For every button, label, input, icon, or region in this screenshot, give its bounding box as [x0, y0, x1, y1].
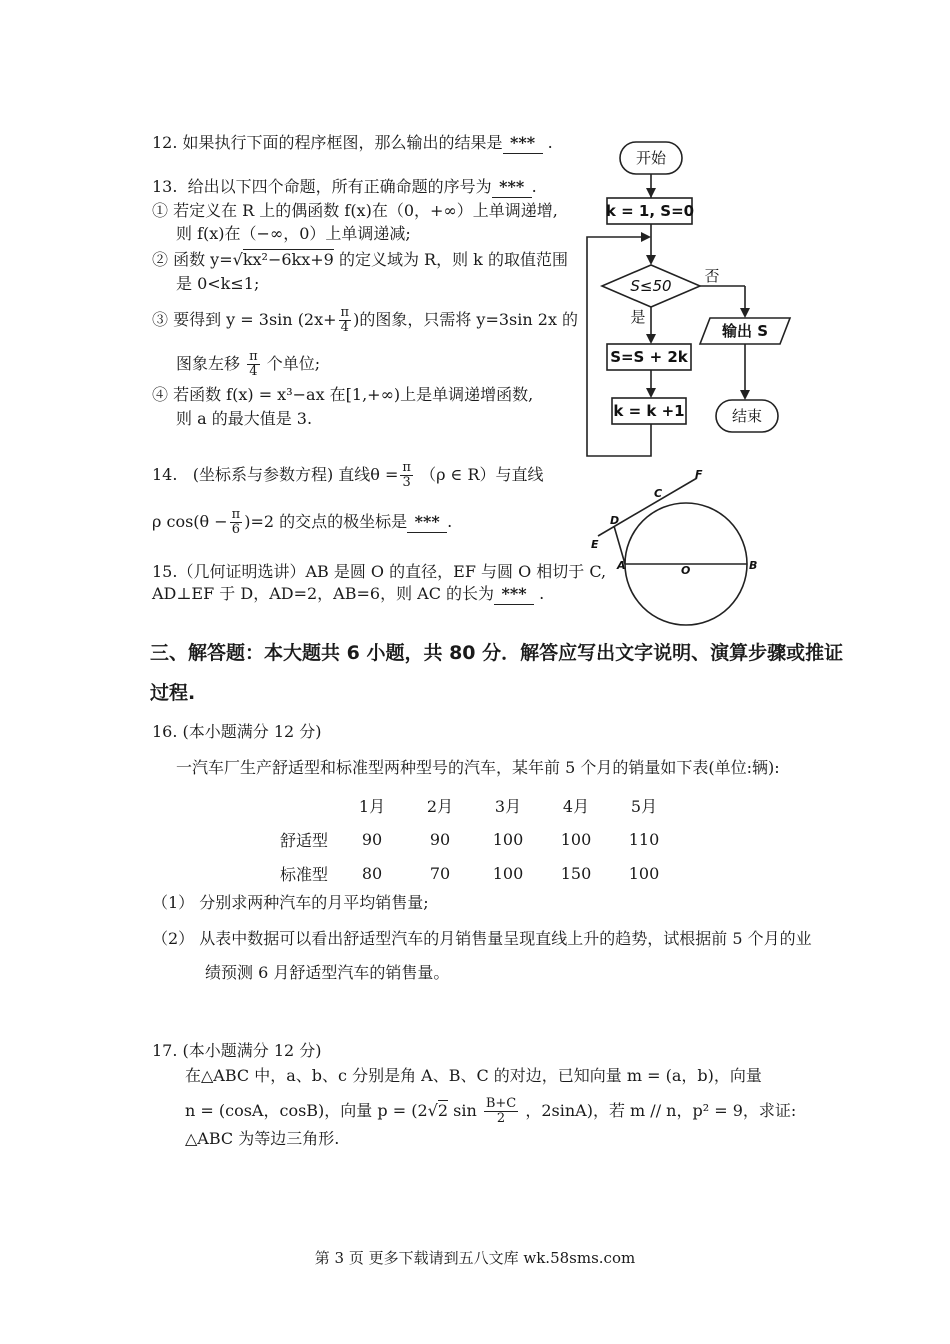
q13-text: 给出以下四个命题，所有正确命题的序号为 [187, 177, 492, 196]
fraction-denominator: 4 [249, 364, 258, 379]
section3-line1: 三、解答题：本大题共 6 小题，共 80 分．解答应写出文字说明、演算步骤或推证 [150, 642, 844, 664]
q15-line1: 15.（几何证明选讲）AB 是圆 O 的直径，EF 与圆 O 相切于 C, [152, 562, 607, 581]
q17-line1: 在△ABC 中，a、b、c 分别是角 A、B、C 的对边，已知向量 m = (a，b)，向量 [185, 1066, 762, 1085]
table-row [270, 822, 678, 856]
fraction-numerator: π [340, 305, 350, 320]
sales-table [270, 788, 678, 890]
q17-line2-c: ，2sinA)，若 m // n，p² = 9，求证: [525, 1101, 797, 1120]
q13-answer: *** [492, 177, 532, 198]
q13-p2-a: ② 函数 y= [152, 250, 233, 269]
fraction-denominator: 4 [340, 320, 349, 335]
table-cell: 90 [361, 829, 383, 849]
q17-line2 [185, 1097, 796, 1126]
table-month-header: 1月 [358, 796, 386, 816]
q12-answer: *** [503, 133, 543, 154]
table-month-header: 3月 [494, 796, 522, 816]
sqrt-sign: √ [232, 250, 243, 269]
table-cell: 150 [560, 863, 592, 883]
label-d: D [610, 514, 620, 527]
q13-p2-b: 的定义域为 R，则 k 的取值范围 [338, 250, 568, 269]
fraction-numerator: π [402, 460, 411, 475]
q14-line2-b: )=2 的交点的极坐标是 [244, 512, 408, 531]
flow-no-label: 否 [704, 267, 720, 285]
sqrt-sign: √ [427, 1101, 438, 1120]
q16-intro: 一汽车厂生产舒适型和标准型两种型号的汽车，某年前 5 个月的销量如下表(单位:辆): [176, 758, 780, 777]
table-cell: 100 [628, 863, 660, 883]
table-month-header: 4月 [562, 796, 590, 816]
flow-start-label: 开始 [635, 149, 667, 167]
section3-line2: 过程. [150, 682, 196, 704]
flow-output-label: 输出 S [721, 322, 769, 340]
q13-p3-line2-a: 图象左移 [176, 354, 241, 373]
label-o: O [681, 564, 691, 577]
q14-line1-b: （ρ ∈ R）与直线 [420, 465, 544, 484]
q15-line2-text: AD⊥EF 于 D，AD=2，AB=6，则 AC 的长为 [152, 584, 495, 603]
table-cell: 100 [492, 829, 524, 849]
q17-line2-a: n = (cosA，cosB)，向量 p = (2 [185, 1101, 428, 1120]
q13-end: . [531, 177, 537, 196]
table-row [270, 856, 678, 890]
fraction-denominator: 6 [231, 522, 241, 537]
table-cell: 80 [361, 863, 383, 883]
table-row-label: 标准型 [279, 864, 328, 884]
flow-end-label: 结束 [731, 407, 763, 425]
flow-yes-label: 是 [630, 308, 646, 326]
fraction-numerator: π [249, 349, 258, 364]
label-e: E [591, 538, 599, 551]
q13-number: 13. [152, 177, 178, 196]
q14-end: . [447, 512, 453, 531]
q16-sub2-line2: 绩预测 6 月舒适型汽车的销售量。 [205, 963, 450, 982]
table-row-label: 舒适型 [279, 830, 328, 850]
q14-line2-a: ρ cos(θ − [152, 512, 228, 531]
page-footer: 第 3 页 更多下载请到五八文库 wk.58sms.com [314, 1249, 636, 1267]
fraction-denominator: 2 [496, 1111, 506, 1126]
label-c: C [654, 487, 663, 500]
q17-fraction [484, 1097, 518, 1126]
q17-line2-b: sin [453, 1101, 477, 1120]
flow-cond-label: S≤50 [630, 277, 672, 295]
table-cell: 100 [492, 863, 524, 883]
q15-end: . [539, 584, 545, 603]
q14-answer: *** [407, 512, 447, 533]
fraction-denominator: 3 [402, 475, 411, 490]
table-month-header: 5月 [630, 796, 658, 816]
q15-answer: *** [494, 584, 534, 605]
label-b: B [749, 559, 758, 572]
q16-header: 16. (本小题满分 12 分) [152, 722, 322, 741]
q17-sqrt-radicand: 2 [437, 1101, 449, 1120]
circle-figure [0, 0, 950, 640]
table-month-header: 2月 [426, 796, 454, 816]
flow-init-label: k = 1, S=0 [605, 202, 695, 220]
q13-p2-radicand: kx²−6kx+9 [242, 250, 334, 269]
q13-p4-line2: 则 a 的最大值是 3. [176, 409, 313, 428]
flow-step2-label: k = k +1 [613, 402, 685, 420]
q13-p2-line2: 是 0<k≤1; [176, 274, 260, 293]
q12-end: . [547, 133, 553, 152]
q13-p3-line2-b: 个单位; [266, 354, 321, 373]
q13-p3-a: ③ 要得到 y = 3sin (2x+ [152, 310, 337, 329]
q14-line1-a: (坐标系与参数方程) 直线θ = [192, 465, 399, 484]
q13-p3-b: )的图象，只需将 y=3sin 2x 的 [353, 310, 579, 329]
label-f: F [695, 468, 703, 481]
label-a: A [617, 559, 626, 572]
fraction-numerator: B+C [485, 1096, 517, 1111]
q13-p4-line1: ④ 若函数 f(x) = x³−ax 在[1,+∞)上是单调递增函数, [152, 385, 534, 404]
tangent-line-ef [598, 478, 697, 536]
table-cell: 100 [560, 829, 592, 849]
table-cell: 110 [628, 829, 660, 849]
table-header-row [270, 788, 678, 822]
table-cell: 90 [429, 829, 451, 849]
q16-sub2-line1: （2） 从表中数据可以看出舒适型汽车的月销售量呈现直线上升的趋势，试根据前 5 个月的业 [152, 929, 812, 948]
table-corner-cell [270, 788, 338, 822]
q12-number: 12. [152, 133, 178, 152]
q17-header: 17. (本小题满分 12 分) [152, 1041, 322, 1060]
q14-number: 14. [152, 465, 178, 484]
table-cell: 70 [429, 863, 451, 883]
flow-step1-label: S=S + 2k [610, 348, 688, 366]
q13-p1-line2: 则 f(x)在（−∞，0）上单调递减; [176, 224, 411, 243]
q12-text: 如果执行下面的程序框图，那么输出的结果是 [182, 133, 503, 152]
q13-p1-line1: ① 若定义在 R 上的偶函数 f(x)在（0，+∞）上单调递增, [152, 201, 558, 220]
fraction-numerator: π [231, 507, 241, 522]
q17-line3: △ABC 为等边三角形. [185, 1129, 340, 1148]
q16-sub1: （1） 分别求两种汽车的月平均销售量; [152, 893, 429, 912]
